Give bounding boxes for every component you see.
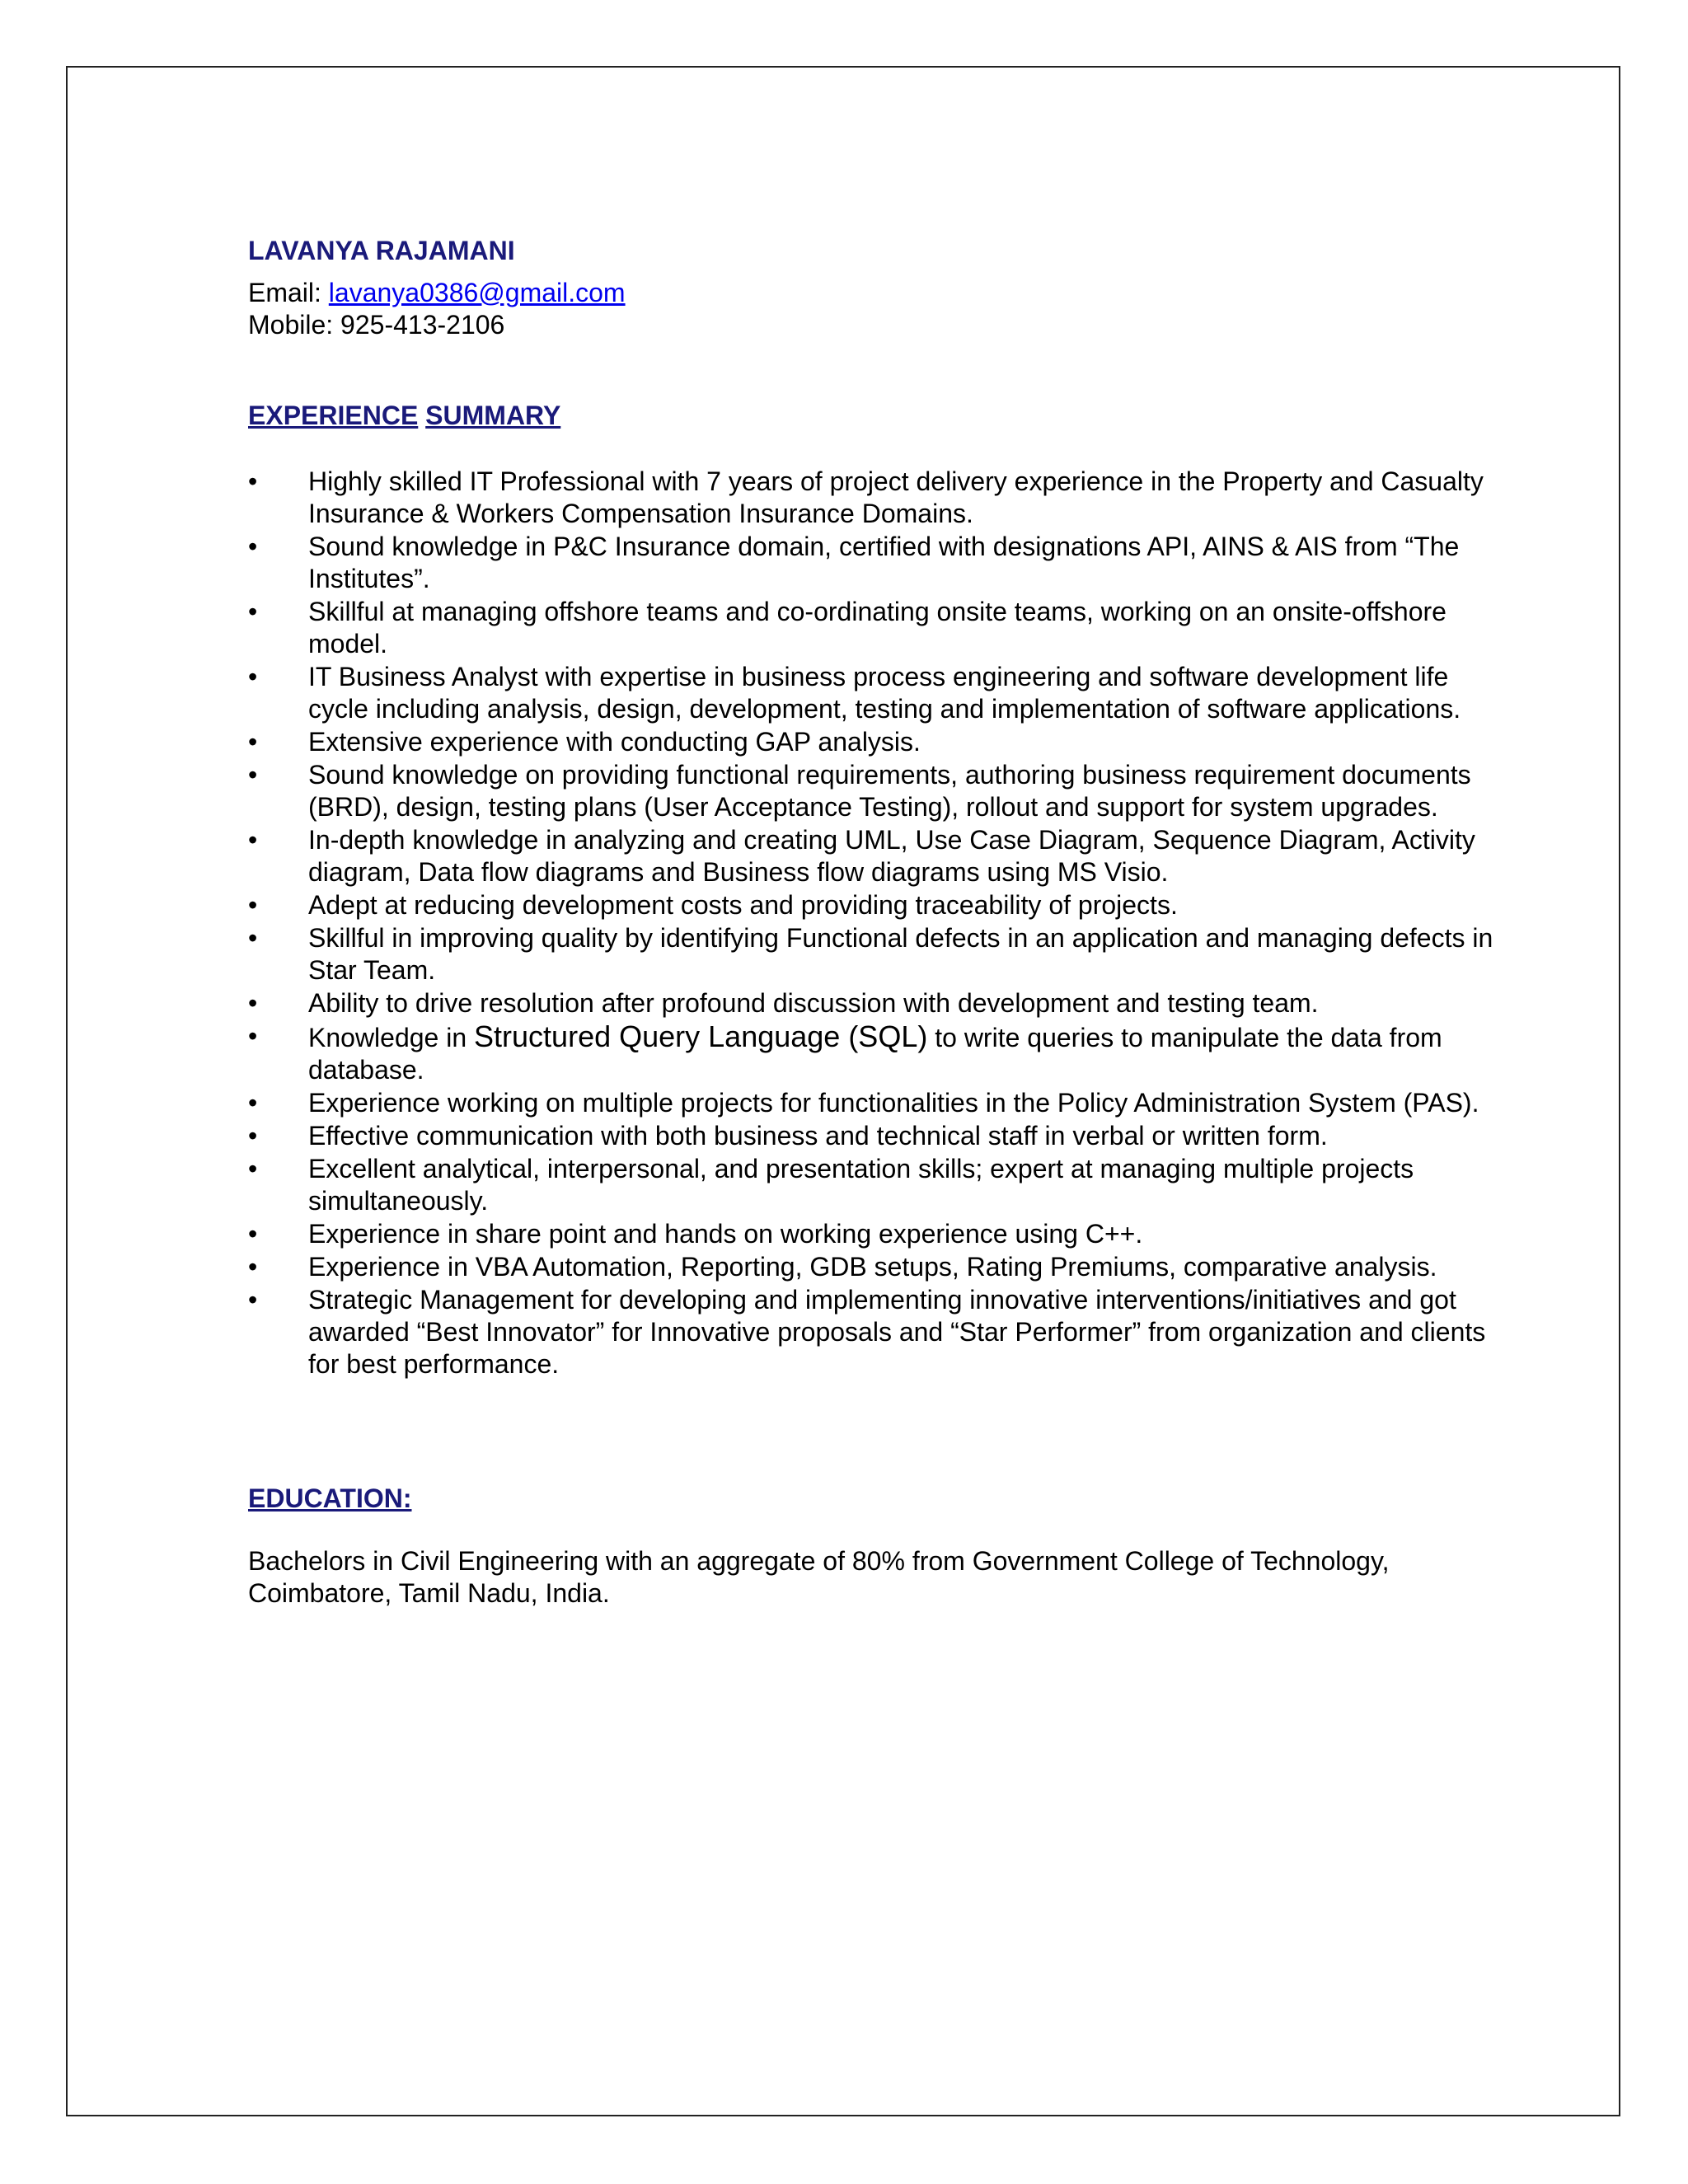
bullet-icon: • <box>248 727 258 757</box>
list-item-text: In-depth knowledge in analyzing and creating UML, Use Case Diagram, Sequence Diagram, Activity diagram, Data flow diagrams and Business flow diagrams using MS Visio. <box>308 825 1475 887</box>
bullet-icon: • <box>248 1021 258 1051</box>
list-item-text: Adept at reducing development costs and providing traceability of projects. <box>308 890 1178 920</box>
list-item <box>248 987 1509 1019</box>
list-item-text: Strategic Management for developing and implementing innovative interventions/initiatives and got awarded “Best Innovator” for Innovative proposals and “Star Performer” from organization and clients for best performance. <box>308 1285 1486 1379</box>
list-item-text: Extensive experience with conducting GAP analysis. <box>308 727 921 757</box>
list-item-text: Sound knowledge on providing functional requirements, authoring business requirement documents (BRD), design, testing plans (User Acceptance Testing), rollout and support for system upgrades. <box>308 760 1471 822</box>
bullet-icon: • <box>248 597 258 626</box>
bullet-icon: • <box>248 466 258 496</box>
education-heading <box>248 1481 1509 1516</box>
list-item-text-suffix: to write queries to manipulate the data from database. <box>308 1023 1442 1085</box>
list-item-text: Sound knowledge in P&C Insurance domain, certified with designations API, AINS & AIS from “The Institutes”. <box>308 532 1460 593</box>
experience-summary-list <box>248 466 1509 1380</box>
email-label: Email: <box>248 278 329 307</box>
list-item <box>248 466 1509 530</box>
list-item-text-prefix: Knowledge in <box>308 1023 475 1052</box>
list-item-sql <box>248 1020 1509 1086</box>
list-item-text: Ability to drive resolution after profound discussion with development and testing team. <box>308 988 1319 1018</box>
list-item <box>248 1218 1509 1250</box>
mobile-number: 925-413-2106 <box>340 310 505 340</box>
heading-word-summary: SUMMARY <box>425 401 561 430</box>
list-item <box>248 661 1509 725</box>
list-item <box>248 1251 1509 1283</box>
list-item-text: Excellent analytical, interpersonal, and presentation skills; expert at managing multiple projects simultaneously. <box>308 1154 1414 1216</box>
list-item <box>248 596 1509 660</box>
bullet-icon: • <box>248 1285 258 1315</box>
education-text: Bachelors in Civil Engineering with an aggregate of 80% from Government College of Technology, Coimbatore, Tamil Nadu, India. <box>248 1546 1390 1608</box>
email-line <box>248 277 1509 309</box>
resume-content <box>248 231 1509 1610</box>
list-item <box>248 1284 1509 1380</box>
email-link[interactable]: lavanya0386@gmail.com <box>328 278 626 307</box>
experience-summary-heading <box>248 398 1509 433</box>
bullet-icon: • <box>248 1121 258 1151</box>
list-item <box>248 726 1509 758</box>
list-item <box>248 889 1509 921</box>
bullet-icon: • <box>248 923 258 953</box>
list-item-text: Experience in share point and hands on working experience using C++. <box>308 1219 1143 1249</box>
list-item <box>248 759 1509 823</box>
bullet-icon: • <box>248 1154 258 1183</box>
list-item-text: Effective communication with both business and technical staff in verbal or written form. <box>308 1121 1328 1151</box>
list-item-text: IT Business Analyst with expertise in business process engineering and software development life cycle including analysis, design, development, testing and implementation of software applications. <box>308 662 1461 724</box>
bullet-icon: • <box>248 988 258 1018</box>
list-item <box>248 922 1509 987</box>
list-item <box>248 1153 1509 1217</box>
education-heading-text: EDUCATION: <box>248 1483 412 1513</box>
bullet-icon: • <box>248 1088 258 1118</box>
bullet-icon: • <box>248 532 258 561</box>
list-item-text: Skillful at managing offshore teams and co-ordinating onsite teams, working on an onsite-offshore model. <box>308 597 1447 658</box>
bullet-icon: • <box>248 890 258 920</box>
sql-highlight: Structured Query Language (SQL) <box>474 1019 928 1053</box>
list-item-text: Experience working on multiple projects for functionalities in the Policy Administration System (PAS). <box>308 1088 1479 1118</box>
list-item-text: Experience in VBA Automation, Reporting, GDB setups, Rating Premiums, comparative analysis. <box>308 1252 1437 1282</box>
list-item <box>248 531 1509 595</box>
bullet-icon: • <box>248 1252 258 1282</box>
list-item-text: Highly skilled IT Professional with 7 years of project delivery experience in the Property and Casualty Insurance & Workers Compensation Insurance Domains. <box>308 466 1484 528</box>
mobile-label: Mobile: <box>248 310 341 340</box>
bullet-icon: • <box>248 825 258 855</box>
mobile-line <box>248 309 1509 341</box>
list-item <box>248 824 1509 888</box>
candidate-name: LAVANYA RAJAMANI <box>248 236 515 265</box>
bullet-icon: • <box>248 662 258 691</box>
list-item <box>248 1120 1509 1152</box>
list-item-text: Skillful in improving quality by identifying Functional defects in an application and managing defects in Star Team. <box>308 923 1493 985</box>
bullet-icon: • <box>248 1219 258 1249</box>
heading-word-experience: EXPERIENCE <box>248 401 419 430</box>
bullet-icon: • <box>248 760 258 790</box>
list-item <box>248 1087 1509 1119</box>
